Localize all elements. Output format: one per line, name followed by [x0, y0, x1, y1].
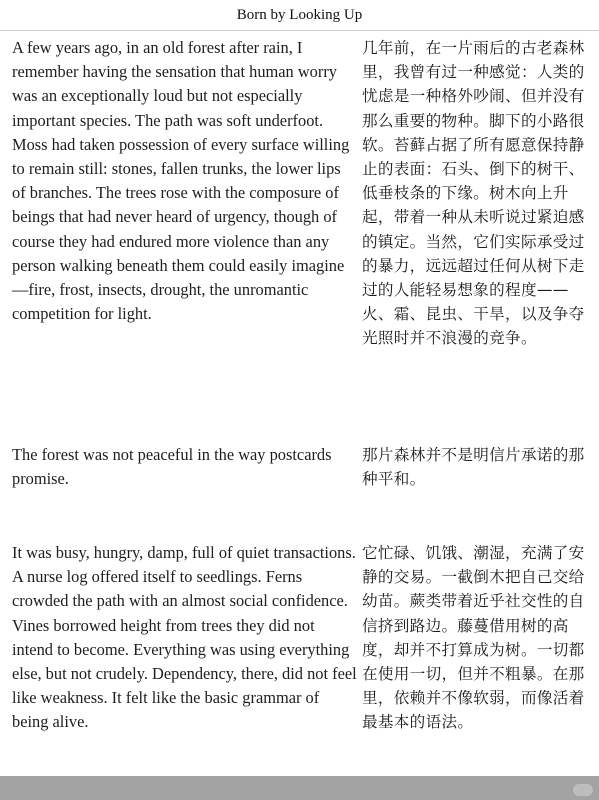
paragraph-chinese-3: 它忙碌、饥饿、潮湿，充满了安静的交易。一截倒木把自己交给幼苗。蕨类带着近乎社交性的自信挤到路边。藤蔓借用树的高度，却并不打算成为树。一切都在使用一切，但并不粗暴。在那里，依赖并不像软弱，而像活着最基本的语法。 [362, 544, 585, 732]
paragraph-pair-1 [0, 36, 599, 348]
paragraph-chinese-1: 几年前，在一片雨后的古老森林里，我曾有过一种感觉：人类的忧虑是一种格外吵闹、但并没有那么重要的物种。脚下的小路很软。苔藓占据了所有愿意保持静止的表面：石头、倒下的树干、低垂枝条的下缘。树木向上升起，带着一种从未听说过紧迫感的镇定。当然，它们实际承受过的暴力，远远超过任何从树下走过的人能轻易想象的程度——火、霜、昆虫、干旱，以及争夺光照时并不浪漫的竞争。 [362, 39, 585, 348]
paragraph-pair-3 [0, 541, 599, 735]
watermark-logo-icon [573, 784, 593, 796]
page-header [0, 0, 599, 31]
paragraph-english-3: It was busy, hungry, damp, full of quiet transactions. A nurse log offered itself to seedlings. Ferns crowded the path with an almost social confidence. Vines borrowed height from trees they did not intend to become. Everything was using everything else, but not crudely. Dependency, there, did not feel like weakness. It felt like the basic grammar of being alive. [12, 543, 357, 732]
paragraph-chinese-2: 那片森林并不是明信片承诺的那种平和。 [362, 446, 585, 489]
page-title: Born by Looking Up [236, 7, 363, 23]
paragraph-english-1: A few years ago, in an old forest after rain, I remember having the sensation that human worry was an exceptionally loud but not especially important species. The path was soft underfoot. Moss had taken possession of every surface willing to remain still: stones, fallen trunks, the lower lips of branches. The trees rose with the composure of beings that had never heard of urgency, though of course they had endured more violence than any person walking beneath them could easily imagine—fire, frost, insects, drought, the unromantic competition for light. [12, 38, 350, 324]
bottom-bar [0, 776, 599, 800]
paragraph-pair-2 [0, 443, 599, 491]
paragraph-english-2: The forest was not peaceful in the way postcards promise. [12, 445, 332, 489]
